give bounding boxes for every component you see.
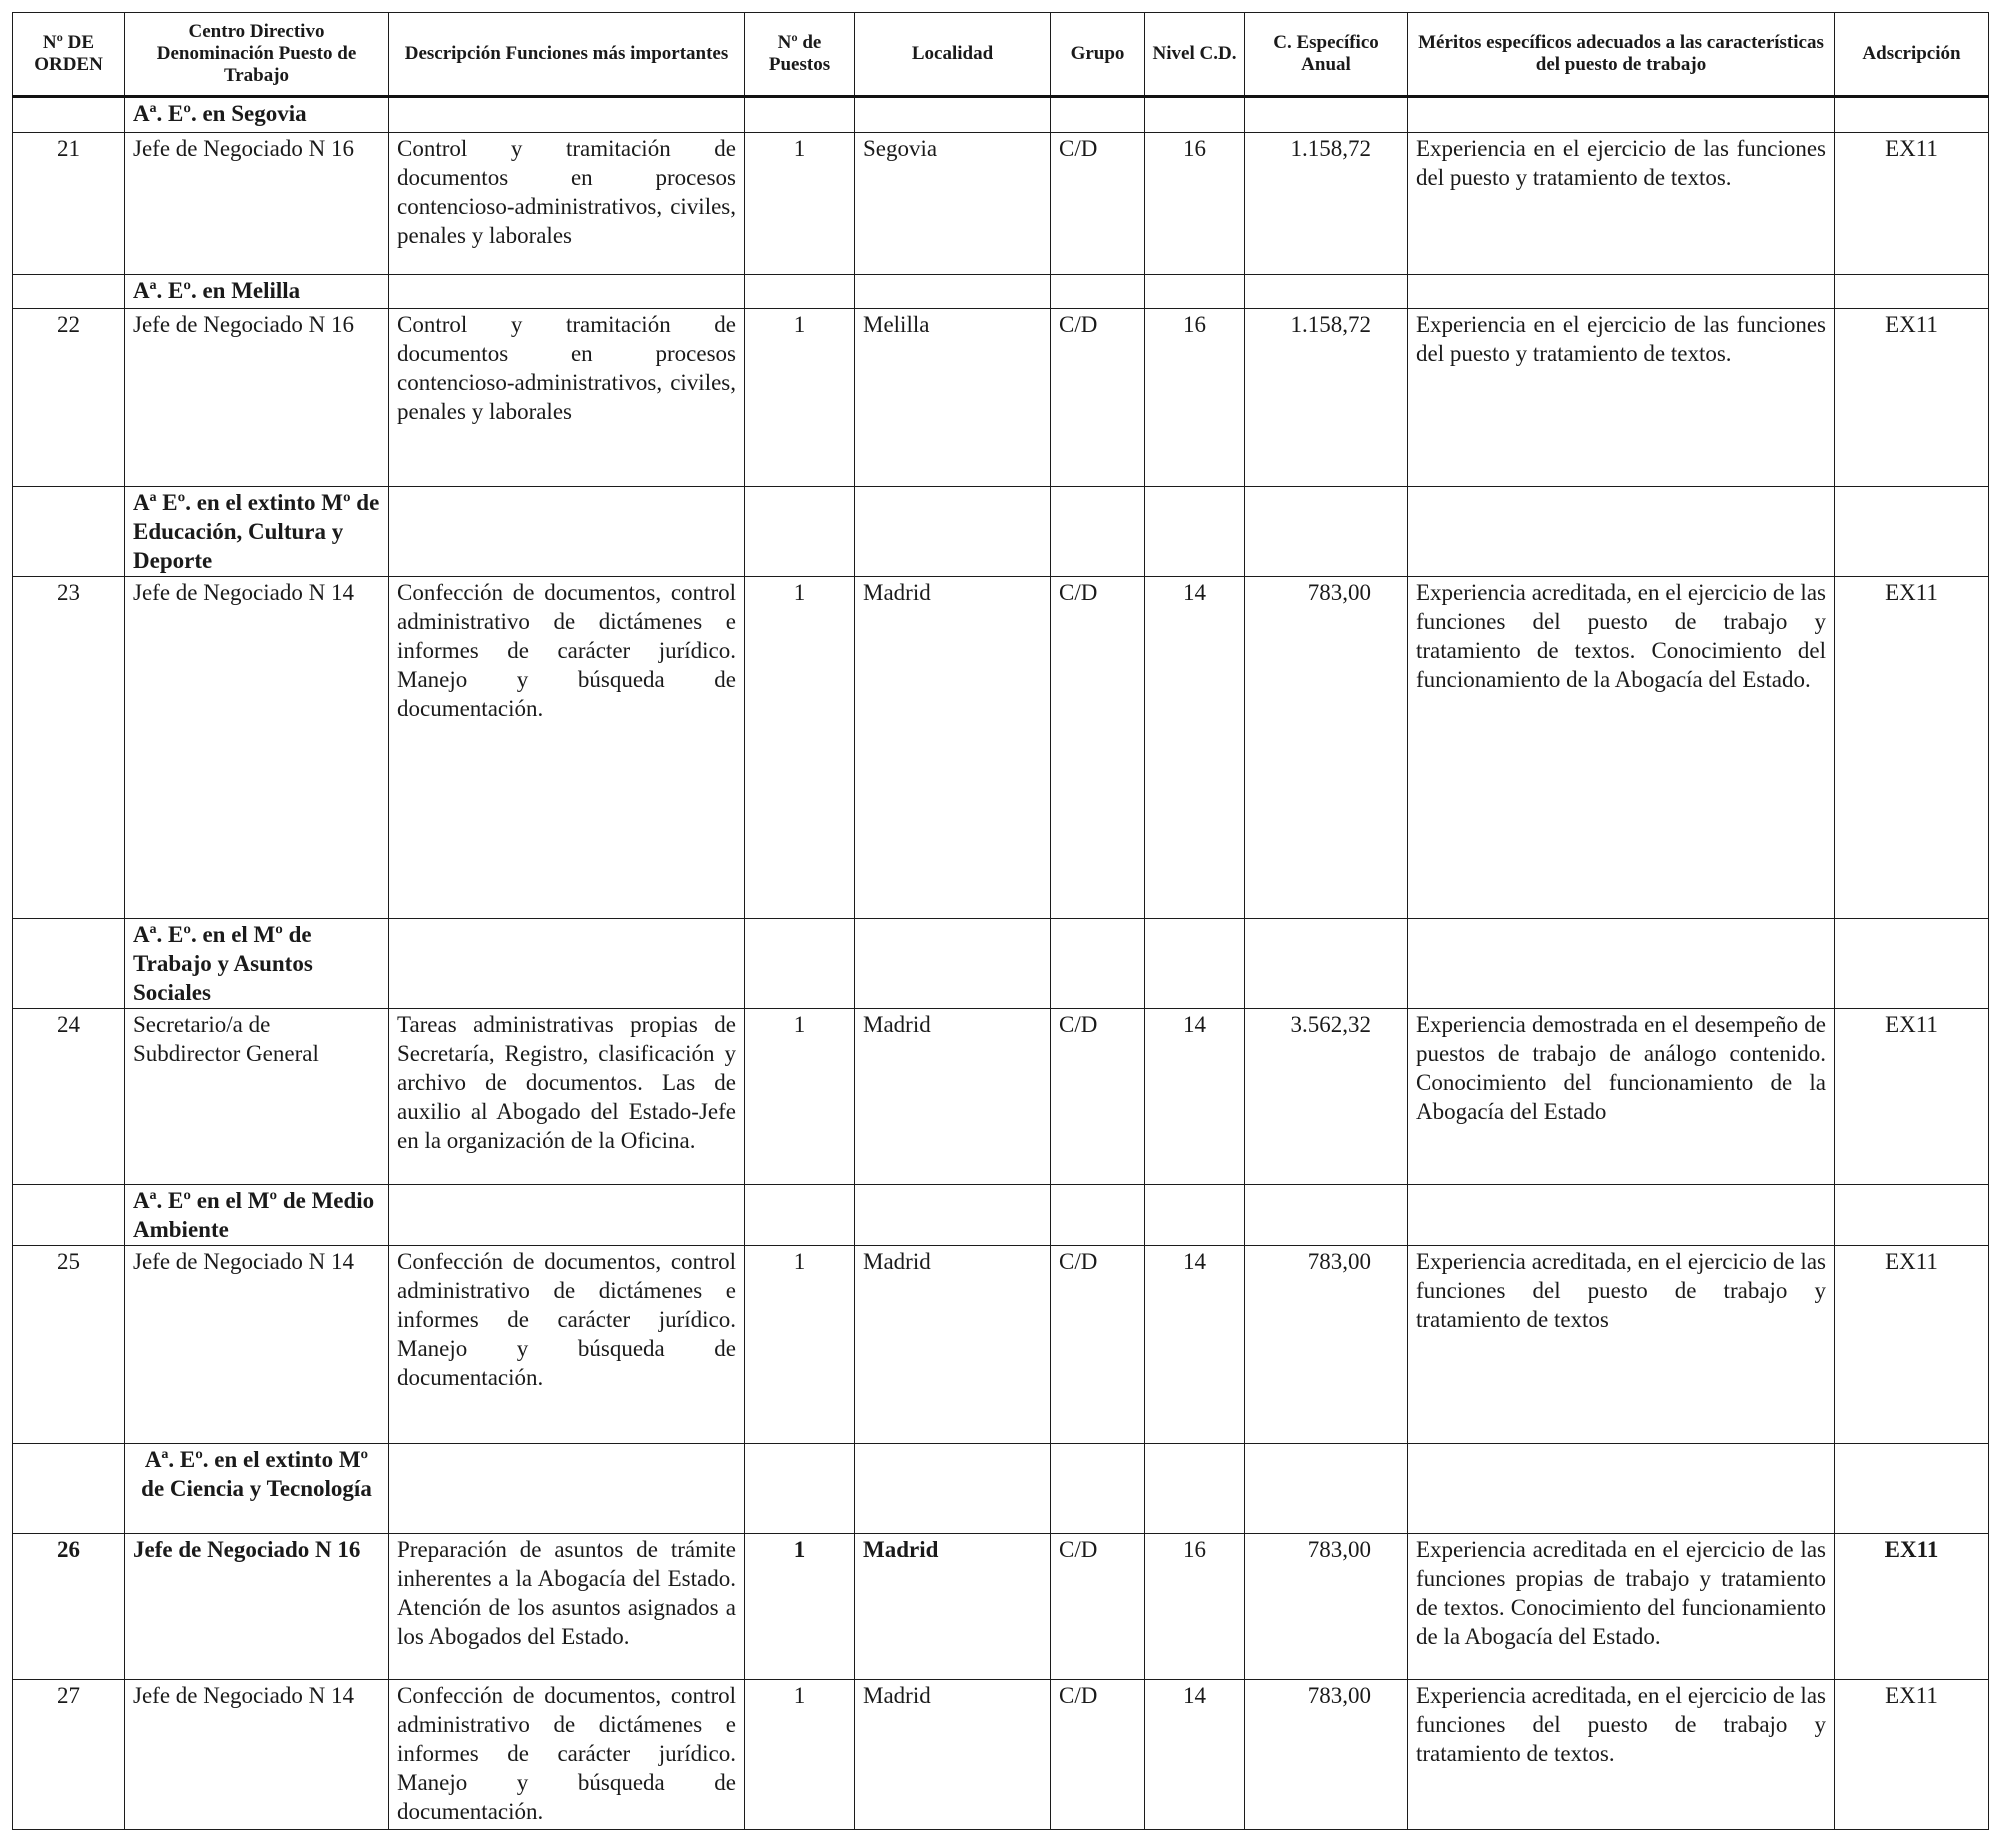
- cell-grupo: C/D: [1051, 577, 1145, 919]
- cell-orden: 23: [13, 577, 125, 919]
- cell-meritos: Experiencia en el ejercicio de las funciones del puesto y tratamiento de textos.: [1408, 309, 1835, 487]
- cell-puestos: 1: [745, 1534, 855, 1680]
- cell-puesto: Jefe de Negociado N 16: [125, 309, 389, 487]
- cell-meritos: Experiencia acreditada en el ejercicio de las funciones propias de trabajo y tratamiento de textos. Conocimiento del funcionamiento de la Abogacía del Estado.: [1408, 1534, 1835, 1680]
- header-grupo: Grupo: [1051, 13, 1145, 97]
- cell-grupo: C/D: [1051, 1246, 1145, 1444]
- table-row: [13, 309, 1989, 487]
- cell-nivel: 16: [1145, 309, 1245, 487]
- cell-orden: 27: [13, 1680, 125, 1830]
- header-adscripcion: Adscripción: [1835, 13, 1989, 97]
- cell-grupo: C/D: [1051, 133, 1145, 275]
- header-puestos: Nº de Puestos: [745, 13, 855, 97]
- cell-localidad: Melilla: [855, 309, 1051, 487]
- cell-descripcion: Preparación de asuntos de trámite inherentes a la Abogacía del Estado. Atención de los asuntos asignados a los Abogados del Estado.: [389, 1534, 745, 1680]
- cell-puesto: Jefe de Negociado N 14: [125, 577, 389, 919]
- cell-descripcion: Confección de documentos, control administrativo de dictámenes e informes de carácter jurídico. Manejo y búsqueda de documentación.: [389, 577, 745, 919]
- cell-localidad: Madrid: [855, 1246, 1051, 1444]
- section-title: Aª. Eº. en el Mº de Trabajo y Asuntos Sociales: [125, 919, 389, 1009]
- section-title: Aª. Eº. en Segovia: [125, 97, 389, 133]
- cell-localidad: Madrid: [855, 1534, 1051, 1680]
- cell-puesto: Jefe de Negociado N 16: [125, 1534, 389, 1680]
- table-row: [13, 133, 1989, 275]
- cell-nivel: 14: [1145, 1246, 1245, 1444]
- cell-especifico: 3.562,32: [1245, 1009, 1408, 1185]
- cell-adscripcion: EX11: [1835, 577, 1989, 919]
- cell-descripcion: Confección de documentos, control administrativo de dictámenes e informes de carácter jurídico. Manejo y búsqueda de documentación.: [389, 1680, 745, 1830]
- cell-descripcion: Control y tramitación de documentos en procesos contencioso-administrativos, civiles, penales y laborales: [389, 133, 745, 275]
- cell-localidad: Madrid: [855, 577, 1051, 919]
- cell-grupo: C/D: [1051, 1534, 1145, 1680]
- header-especifico: C. Específico Anual: [1245, 13, 1408, 97]
- header-orden: Nº DE ORDEN: [13, 13, 125, 97]
- cell-puestos: 1: [745, 309, 855, 487]
- cell-nivel: 16: [1145, 1534, 1245, 1680]
- cell-nivel: 14: [1145, 1009, 1245, 1185]
- cell-adscripcion: EX11: [1835, 309, 1989, 487]
- cell-localidad: Madrid: [855, 1009, 1051, 1185]
- table-row: [13, 1534, 1989, 1680]
- header-meritos: Méritos específicos adecuados a las características del puesto de trabajo: [1408, 13, 1835, 97]
- cell-puesto: Jefe de Negociado N 14: [125, 1246, 389, 1444]
- header-row: [13, 13, 1989, 97]
- cell-orden: 22: [13, 309, 125, 487]
- section-title: Aª Eº. en el extinto Mº de Educación, Cultura y Deporte: [125, 487, 389, 577]
- table-row: [13, 1680, 1989, 1830]
- section-row: [13, 919, 1989, 1009]
- cell-meritos: Experiencia acreditada, en el ejercicio de las funciones del puesto de trabajo y tratamiento de textos. Conocimiento del funcionamiento de la Abogacía del Estado.: [1408, 577, 1835, 919]
- header-localidad: Localidad: [855, 13, 1051, 97]
- cell-meritos: Experiencia acreditada, en el ejercicio de las funciones del puesto de trabajo y tratamiento de textos: [1408, 1246, 1835, 1444]
- cell-especifico: 783,00: [1245, 1534, 1408, 1680]
- cell-meritos: Experiencia en el ejercicio de las funciones del puesto y tratamiento de textos.: [1408, 133, 1835, 275]
- cell-localidad: Segovia: [855, 133, 1051, 275]
- table-row: [13, 577, 1989, 919]
- cell-puesto: Jefe de Negociado N 14: [125, 1680, 389, 1830]
- cell-adscripcion: EX11: [1835, 1534, 1989, 1680]
- section-title: Aª. Eº en el Mº de Medio Ambiente: [125, 1185, 389, 1246]
- table-row: [13, 1246, 1989, 1444]
- cell-orden: 24: [13, 1009, 125, 1185]
- cell-orden: 26: [13, 1534, 125, 1680]
- cell-orden: 21: [13, 133, 125, 275]
- positions-table: [12, 12, 1989, 1830]
- cell-puestos: 1: [745, 1009, 855, 1185]
- cell-puesto: Jefe de Negociado N 16: [125, 133, 389, 275]
- cell-adscripcion: EX11: [1835, 133, 1989, 275]
- cell-grupo: C/D: [1051, 309, 1145, 487]
- cell-especifico: 783,00: [1245, 577, 1408, 919]
- cell-descripcion: Control y tramitación de documentos en procesos contencioso-administrativos, civiles, penales y laborales: [389, 309, 745, 487]
- section-title: Aª. Eº. en el extinto Mº de Ciencia y Tecnología: [125, 1444, 389, 1534]
- cell-puestos: 1: [745, 133, 855, 275]
- section-row: [13, 1444, 1989, 1534]
- cell-orden: 25: [13, 1246, 125, 1444]
- cell-especifico: 1.158,72: [1245, 133, 1408, 275]
- cell-puestos: 1: [745, 1680, 855, 1830]
- cell-puestos: 1: [745, 1246, 855, 1444]
- cell-nivel: 14: [1145, 577, 1245, 919]
- section-row: [13, 275, 1989, 309]
- header-nivel: Nivel C.D.: [1145, 13, 1245, 97]
- cell-meritos: Experiencia acreditada, en el ejercicio de las funciones del puesto de trabajo y tratamiento de textos.: [1408, 1680, 1835, 1830]
- cell-localidad: Madrid: [855, 1680, 1051, 1830]
- header-descripcion: Descripción Funciones más importantes: [389, 13, 745, 97]
- section-row: [13, 97, 1989, 133]
- header-centro: Centro Directivo Denominación Puesto de Trabajo: [125, 13, 389, 97]
- cell-descripcion: Confección de documentos, control administrativo de dictámenes e informes de carácter jurídico. Manejo y búsqueda de documentación.: [389, 1246, 745, 1444]
- cell-grupo: C/D: [1051, 1680, 1145, 1830]
- cell-especifico: 1.158,72: [1245, 309, 1408, 487]
- cell-adscripcion: EX11: [1835, 1246, 1989, 1444]
- cell-especifico: 783,00: [1245, 1680, 1408, 1830]
- cell-especifico: 783,00: [1245, 1246, 1408, 1444]
- cell-meritos: Experiencia demostrada en el desempeño de puestos de trabajo de análogo contenido. Conocimiento del funcionamiento de la Abogacía del Estado: [1408, 1009, 1835, 1185]
- cell-adscripcion: EX11: [1835, 1009, 1989, 1185]
- section-row: [13, 487, 1989, 577]
- cell-adscripcion: EX11: [1835, 1680, 1989, 1830]
- section-title: Aª. Eº. en Melilla: [125, 275, 389, 309]
- section-row: [13, 1185, 1989, 1246]
- table-row: [13, 1009, 1989, 1185]
- cell-nivel: 16: [1145, 133, 1245, 275]
- cell-puestos: 1: [745, 577, 855, 919]
- cell-descripcion: Tareas administrativas propias de Secretaría, Registro, clasificación y archivo de documentos. Las de auxilio al Abogado del Estado-Jefe en la organización de la Oficina.: [389, 1009, 745, 1185]
- cell-puesto: Secretario/a de Subdirector General: [125, 1009, 389, 1185]
- cell-nivel: 14: [1145, 1680, 1245, 1830]
- cell-grupo: C/D: [1051, 1009, 1145, 1185]
